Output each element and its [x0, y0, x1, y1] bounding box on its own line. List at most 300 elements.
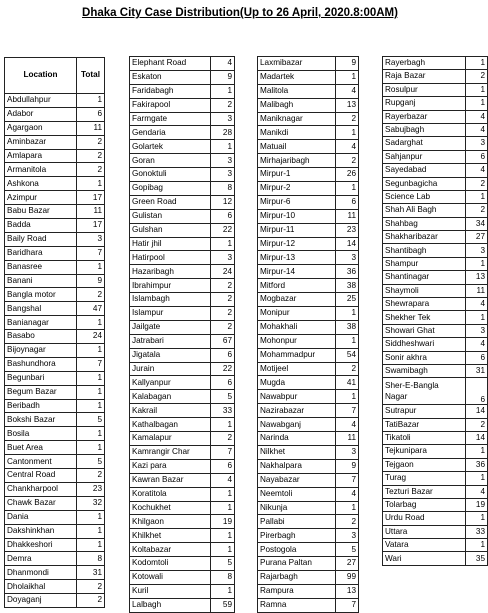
location-cell: Mogbazar: [258, 293, 336, 307]
location-cell: Swamibagh: [383, 364, 466, 377]
location-cell: Badda: [5, 219, 77, 233]
total-cell: 8: [77, 552, 105, 566]
location-cell: Gopibag: [130, 182, 211, 196]
total-cell: 1: [77, 524, 105, 538]
table-row: [383, 97, 488, 110]
table-row: [383, 150, 488, 163]
table-row: [5, 107, 105, 121]
location-cell: Nakhalpara: [258, 459, 336, 473]
location-cell: Tejgaon: [383, 458, 466, 471]
location-cell: Jailgate: [130, 320, 211, 334]
location-cell: TatiBazar: [383, 418, 466, 431]
location-cell: Motijeel: [258, 362, 336, 376]
location-cell: Nazirabazar: [258, 404, 336, 418]
table-row: [258, 320, 359, 334]
total-cell: 9: [336, 57, 359, 71]
total-cell: 19: [211, 515, 235, 529]
total-cell: 6: [336, 195, 359, 209]
table-row: [258, 376, 359, 390]
total-cell: 2: [336, 154, 359, 168]
location-cell: Malitola: [258, 84, 336, 98]
location-cell: Jigatala: [130, 348, 211, 362]
location-cell: Shantinagar: [383, 271, 466, 284]
total-cell: 1: [211, 487, 235, 501]
table-row: [258, 557, 359, 571]
total-cell: 1: [77, 371, 105, 385]
location-cell: Elephant Road: [130, 57, 211, 71]
total-cell: 1: [77, 260, 105, 274]
table-column-3: [257, 56, 359, 613]
table-row: [130, 237, 235, 251]
location-cell: Shahbag: [383, 217, 466, 230]
location-cell: Science Lab: [383, 190, 466, 203]
table-row: [383, 271, 488, 284]
table-row: [5, 121, 105, 135]
total-cell: 1: [336, 390, 359, 404]
table-row: [130, 598, 235, 612]
table-row: [258, 140, 359, 154]
table-row: [130, 334, 235, 348]
location-cell: Shekher Tek: [383, 311, 466, 324]
location-cell: Hazaribagh: [130, 265, 211, 279]
total-cell: 4: [211, 473, 235, 487]
table-row: [130, 140, 235, 154]
total-cell: 1: [466, 445, 488, 458]
total-cell: 1: [336, 501, 359, 515]
table-row: [258, 598, 359, 612]
table-row: [383, 110, 488, 123]
table-header-row: [5, 58, 105, 94]
table-row: [383, 525, 488, 538]
table-row: [258, 487, 359, 501]
table-row: [258, 182, 359, 196]
total-cell: 4: [466, 164, 488, 177]
location-cell: Nawabpur: [258, 390, 336, 404]
location-cell: Kamalapur: [130, 432, 211, 446]
table-row: [130, 432, 235, 446]
location-cell: Urdu Road: [383, 512, 466, 525]
total-cell: 1: [466, 257, 488, 270]
total-cell: 7: [77, 246, 105, 260]
table-row: [258, 195, 359, 209]
total-cell: 1: [466, 190, 488, 203]
table-row: [383, 83, 488, 96]
table-row: [5, 538, 105, 552]
table-row: [258, 251, 359, 265]
location-cell: Jurain: [130, 362, 211, 376]
total-cell: 27: [336, 557, 359, 571]
location-cell: Vatara: [383, 539, 466, 552]
location-cell: Bokshi Bazar: [5, 413, 77, 427]
total-cell: 4: [336, 140, 359, 154]
table-row: [383, 204, 488, 217]
total-cell: 2: [211, 98, 235, 112]
location-cell: Kawran Bazar: [130, 473, 211, 487]
location-cell: Shewrapara: [383, 298, 466, 311]
total-cell: 1: [211, 84, 235, 98]
total-cell: 1: [336, 126, 359, 140]
total-cell: 1: [77, 344, 105, 358]
total-cell: 3: [211, 251, 235, 265]
table-row: [130, 584, 235, 598]
total-cell: 2: [77, 149, 105, 163]
table-row: [130, 265, 235, 279]
table-row: [5, 510, 105, 524]
location-cell: Amlapara: [5, 149, 77, 163]
total-cell: 2: [336, 112, 359, 126]
location-cell: Nayabazar: [258, 473, 336, 487]
total-cell: 2: [77, 288, 105, 302]
table-row: [5, 149, 105, 163]
table-row: [258, 279, 359, 293]
location-cell: Doyaganj: [5, 594, 77, 608]
location-cell: Matuail: [258, 140, 336, 154]
table-row: [383, 418, 488, 431]
total-cell: 1: [211, 501, 235, 515]
table-row: [383, 311, 488, 324]
location-cell: Golartek: [130, 140, 211, 154]
location-cell: Armanitola: [5, 163, 77, 177]
location-cell: Mitford: [258, 279, 336, 293]
total-cell: 1: [211, 237, 235, 251]
table-row: [130, 459, 235, 473]
location-cell: Buet Area: [5, 441, 77, 455]
location-cell: Monipur: [258, 307, 336, 321]
table-row: [5, 552, 105, 566]
table-row: [383, 190, 488, 203]
total-cell: 6: [211, 376, 235, 390]
total-cell: 4: [466, 338, 488, 351]
total-cell: 7: [211, 445, 235, 459]
table-row: [5, 441, 105, 455]
total-cell: 1: [211, 543, 235, 557]
total-cell: 4: [211, 57, 235, 71]
table-row: [130, 126, 235, 140]
location-cell: Jatrabari: [130, 334, 211, 348]
total-cell: 5: [211, 557, 235, 571]
total-cell: 2: [211, 293, 235, 307]
total-cell: 11: [77, 121, 105, 135]
table-row: [130, 307, 235, 321]
table-row: [258, 223, 359, 237]
location-cell: Maniknagar: [258, 112, 336, 126]
table-row: [258, 529, 359, 543]
total-cell: 4: [466, 123, 488, 136]
total-cell: 12: [211, 195, 235, 209]
location-cell: Kalabagan: [130, 390, 211, 404]
total-cell: 24: [77, 330, 105, 344]
location-cell: Rayerbagh: [383, 57, 466, 70]
table-row: [5, 191, 105, 205]
table-row: [5, 274, 105, 288]
table-row: [130, 487, 235, 501]
total-cell: 5: [77, 413, 105, 427]
table-row: [130, 543, 235, 557]
table-row: [130, 445, 235, 459]
location-cell: Kotowali: [130, 570, 211, 584]
table-row: [5, 566, 105, 580]
table-row: [5, 260, 105, 274]
total-cell: 34: [466, 217, 488, 230]
table-row: [383, 284, 488, 297]
total-cell: 33: [211, 404, 235, 418]
table-row: [383, 231, 488, 244]
location-cell: Adabor: [5, 107, 77, 121]
total-cell: 1: [77, 94, 105, 108]
table-row: [258, 404, 359, 418]
location-cell: Rayerbazar: [383, 110, 466, 123]
table-row: [258, 584, 359, 598]
location-cell: Dhakkeshori: [5, 538, 77, 552]
total-cell: 1: [77, 538, 105, 552]
table-row: [383, 552, 488, 565]
location-cell: Khilkhet: [130, 529, 211, 543]
location-cell: Bashundhora: [5, 357, 77, 371]
total-cell: 14: [466, 405, 488, 418]
table-row: [258, 432, 359, 446]
total-cell: 23: [77, 482, 105, 496]
total-cell: 2: [77, 469, 105, 483]
total-cell: 26: [336, 168, 359, 182]
total-cell: 13: [336, 98, 359, 112]
table-row: [130, 557, 235, 571]
table-row: [383, 405, 488, 418]
location-cell: Abdullahpur: [5, 94, 77, 108]
total-cell: 25: [336, 293, 359, 307]
location-cell: Begum Bazar: [5, 385, 77, 399]
location-cell: Farmgate: [130, 112, 211, 126]
location-cell: Aminbazar: [5, 135, 77, 149]
location-cell: Koratitola: [130, 487, 211, 501]
total-cell: 4: [336, 418, 359, 432]
table-row: [5, 413, 105, 427]
total-cell: 3: [466, 244, 488, 257]
table-row: [258, 154, 359, 168]
total-cell: 7: [77, 357, 105, 371]
location-cell: Azimpur: [5, 191, 77, 205]
table-row: [383, 177, 488, 190]
total-cell: 1: [211, 418, 235, 432]
table-row: [5, 399, 105, 413]
total-cell: 38: [336, 279, 359, 293]
total-cell: 9: [336, 459, 359, 473]
location-cell: Lalbagh: [130, 598, 211, 612]
table-row: [5, 288, 105, 302]
table-row: [130, 348, 235, 362]
total-cell: 6: [77, 107, 105, 121]
total-cell: 22: [211, 362, 235, 376]
table-row: [383, 137, 488, 150]
location-cell: Green Road: [130, 195, 211, 209]
table-row: [5, 469, 105, 483]
location-cell: Narinda: [258, 432, 336, 446]
total-cell: 36: [466, 458, 488, 471]
table-row: [130, 293, 235, 307]
total-cell: 2: [77, 135, 105, 149]
total-cell: 24: [211, 265, 235, 279]
table-row: [130, 404, 235, 418]
table-row: [258, 543, 359, 557]
location-cell: Purana Paltan: [258, 557, 336, 571]
total-cell: 2: [77, 163, 105, 177]
total-cell: 4: [466, 485, 488, 498]
total-cell: 32: [77, 496, 105, 510]
location-cell: Ramna: [258, 598, 336, 612]
table-row: [5, 302, 105, 316]
total-cell: 2: [336, 362, 359, 376]
table-row: [5, 316, 105, 330]
location-cell: Bijoynagar: [5, 344, 77, 358]
total-cell: 5: [336, 543, 359, 557]
table-row: [5, 177, 105, 191]
location-cell: Mohonpur: [258, 334, 336, 348]
location-cell: Dania: [5, 510, 77, 524]
table-row: [5, 163, 105, 177]
location-cell: Kathalbagan: [130, 418, 211, 432]
table-row: [130, 515, 235, 529]
location-cell: Shakharibazar: [383, 231, 466, 244]
total-cell: 1: [466, 97, 488, 110]
location-cell: Baily Road: [5, 232, 77, 246]
table-row: [258, 501, 359, 515]
table-row: [383, 472, 488, 485]
total-cell: 9: [77, 274, 105, 288]
total-cell: 7: [336, 404, 359, 418]
total-cell: 11: [77, 205, 105, 219]
location-cell: Mohakhali: [258, 320, 336, 334]
table-row: [258, 459, 359, 473]
table-row: [258, 362, 359, 376]
total-cell: 7: [336, 473, 359, 487]
location-cell: Mohammadpur: [258, 348, 336, 362]
table-row: [130, 418, 235, 432]
location-cell: Malibagh: [258, 98, 336, 112]
table-row: [5, 232, 105, 246]
location-cell: Basabo: [5, 330, 77, 344]
location-cell: Gulistan: [130, 209, 211, 223]
location-cell: Mirpur-10: [258, 209, 336, 223]
total-cell: 1: [211, 529, 235, 543]
location-cell: Sayedabad: [383, 164, 466, 177]
total-cell: 2: [211, 307, 235, 321]
table-row: [130, 473, 235, 487]
location-cell: Beribadh: [5, 399, 77, 413]
table-row: [258, 98, 359, 112]
table-row: [5, 524, 105, 538]
table-row: [383, 123, 488, 136]
total-cell: 17: [77, 219, 105, 233]
table-row: [258, 390, 359, 404]
table-row: [258, 237, 359, 251]
table-row: [383, 57, 488, 70]
location-cell: Kodomtoli: [130, 557, 211, 571]
total-cell: 59: [211, 598, 235, 612]
table-row: [258, 293, 359, 307]
total-cell: 27: [466, 231, 488, 244]
location-cell: Rampura: [258, 584, 336, 598]
location-cell: Madartek: [258, 70, 336, 84]
total-cell: 14: [466, 431, 488, 444]
total-cell: 1: [466, 83, 488, 96]
total-cell: 1: [336, 334, 359, 348]
table-row: [258, 265, 359, 279]
total-cell: 23: [336, 223, 359, 237]
total-cell: 2: [466, 418, 488, 431]
location-cell: Tejkunipara: [383, 445, 466, 458]
location-cell: Siddheshwari: [383, 338, 466, 351]
table-row: [130, 320, 235, 334]
total-cell: 1: [466, 311, 488, 324]
location-cell: Banasree: [5, 260, 77, 274]
location-cell: Dakshinkhan: [5, 524, 77, 538]
table-row: [383, 324, 488, 337]
location-cell: Sahjanpur: [383, 150, 466, 163]
total-cell: 3: [336, 529, 359, 543]
location-cell: Nikunja: [258, 501, 336, 515]
location-cell: Mirpur-2: [258, 182, 336, 196]
location-cell: Manikdi: [258, 126, 336, 140]
total-cell: 1: [77, 316, 105, 330]
total-cell: 41: [336, 376, 359, 390]
table-row: [258, 209, 359, 223]
table-row: [130, 168, 235, 182]
table-row: [130, 209, 235, 223]
table-row: [130, 98, 235, 112]
location-cell: Koltabazar: [130, 543, 211, 557]
location-cell: Mugda: [258, 376, 336, 390]
total-cell: 4: [336, 487, 359, 501]
table-row: [5, 385, 105, 399]
location-cell: Tikatoli: [383, 431, 466, 444]
location-cell: Mirpur-12: [258, 237, 336, 251]
total-cell: 2: [466, 70, 488, 83]
location-cell: Raja Bazar: [383, 70, 466, 83]
total-cell: 1: [336, 70, 359, 84]
location-cell: Pallabi: [258, 515, 336, 529]
location-cell: Dhanmondi: [5, 566, 77, 580]
table-row: [130, 154, 235, 168]
location-cell: Wari: [383, 552, 466, 565]
location-cell: Mirpur-11: [258, 223, 336, 237]
location-cell: Showari Ghat: [383, 324, 466, 337]
location-cell: Hatir jhil: [130, 237, 211, 251]
total-cell: 2: [77, 594, 105, 608]
location-cell: Central Road: [5, 469, 77, 483]
location-cell: Dholaikhal: [5, 580, 77, 594]
total-cell: 1: [466, 512, 488, 525]
table-row: [5, 594, 105, 608]
table-row: [130, 84, 235, 98]
location-cell: Khilgaon: [130, 515, 211, 529]
table-row: [130, 57, 235, 71]
total-cell: 8: [211, 570, 235, 584]
total-cell: 3: [211, 154, 235, 168]
table-row: [5, 246, 105, 260]
total-cell: 99: [336, 570, 359, 584]
location-cell: Mirpur-14: [258, 265, 336, 279]
location-cell: Rosulpur: [383, 83, 466, 96]
location-cell: Agargaon: [5, 121, 77, 135]
total-cell: 13: [336, 584, 359, 598]
table-column-1: [4, 57, 105, 608]
total-cell: 2: [211, 432, 235, 446]
table-row: [258, 570, 359, 584]
table-row: [130, 70, 235, 84]
total-cell: 31: [77, 566, 105, 580]
table-column-2: [129, 56, 235, 613]
location-cell: Islambagh: [130, 293, 211, 307]
total-cell: 1: [77, 177, 105, 191]
